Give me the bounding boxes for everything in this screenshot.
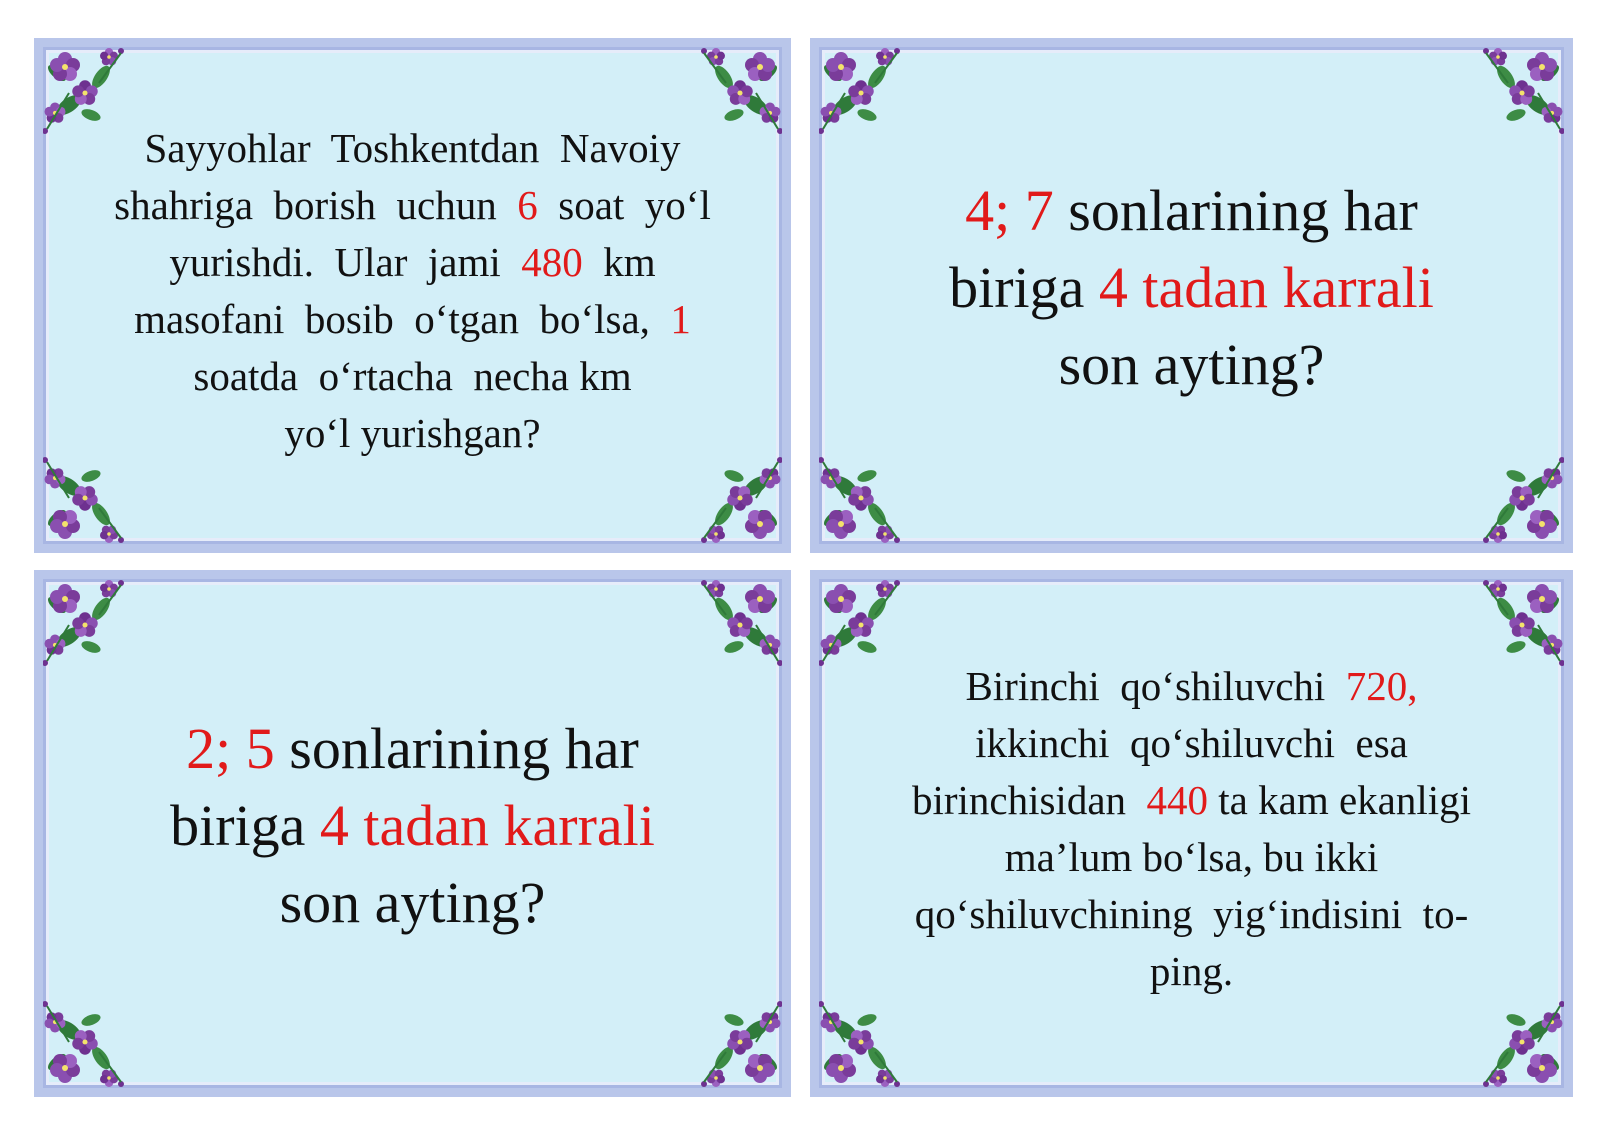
- violet-flower-corner-icon: [815, 448, 911, 548]
- text-line: [867, 943, 1517, 1000]
- text-segment: qo‘shiluvchining yig‘indisini to-: [914, 890, 1469, 937]
- text-line: [113, 787, 713, 864]
- highlighted-number: 480: [521, 238, 583, 285]
- violet-flower-corner-icon: [815, 992, 911, 1092]
- text-line: [113, 864, 713, 941]
- violet-flower-corner-icon: [1472, 992, 1568, 1092]
- highlighted-number: 720,: [1345, 662, 1418, 709]
- text-segment: km: [582, 238, 656, 285]
- highlighted-number: 2; 5: [186, 716, 275, 781]
- task-text: [867, 658, 1517, 1000]
- highlighted-number: 1: [670, 295, 691, 342]
- violet-flower-corner-icon: [39, 992, 135, 1092]
- violet-flower-corner-icon: [690, 575, 786, 675]
- highlighted-number: 440: [1146, 776, 1209, 823]
- text-segment: biriga: [170, 793, 320, 858]
- violet-flower-corner-icon: [815, 43, 911, 143]
- text-line: [867, 715, 1517, 772]
- text-line: [867, 886, 1517, 943]
- task-card-1: [34, 38, 791, 553]
- text-segment: soatda o‘rtacha necha km: [193, 352, 632, 399]
- text-line: [892, 249, 1492, 326]
- text-segment: ta kam ekanligi: [1208, 776, 1472, 823]
- task-card-3: [34, 570, 791, 1097]
- violet-flower-corner-icon: [39, 575, 135, 675]
- highlighted-number: 6: [517, 181, 538, 228]
- task-text: [892, 172, 1492, 403]
- text-segment: sonlarining har: [1053, 178, 1418, 243]
- text-line: [93, 348, 733, 405]
- text-segment: shahriga borish uchun: [114, 181, 518, 228]
- text-segment: son ayting?: [279, 870, 546, 935]
- text-line: [892, 172, 1492, 249]
- text-line: [93, 405, 733, 462]
- violet-flower-corner-icon: [1472, 43, 1568, 143]
- highlighted-number: 4; 7: [965, 178, 1054, 243]
- highlighted-number: 4 tadan karrali: [319, 793, 655, 858]
- text-line: [93, 120, 733, 177]
- violet-flower-corner-icon: [690, 992, 786, 1092]
- text-segment: Sayyohlar Toshkentdan Navoiy: [144, 124, 681, 171]
- text-segment: Birinchi qo‘shiluvchi: [965, 662, 1346, 709]
- text-segment: sonlarining har: [274, 716, 639, 781]
- task-card-4: [810, 570, 1573, 1097]
- text-segment: son ayting?: [1058, 332, 1325, 397]
- text-line: [93, 177, 733, 234]
- text-segment: birinchisidan: [911, 776, 1147, 823]
- violet-flower-corner-icon: [39, 448, 135, 548]
- task-text: [113, 710, 713, 941]
- text-segment: soat yo‘l: [537, 181, 711, 228]
- violet-flower-corner-icon: [690, 448, 786, 548]
- text-line: [892, 326, 1492, 403]
- text-line: [93, 291, 733, 348]
- violet-flower-corner-icon: [1472, 448, 1568, 548]
- task-text: [93, 120, 733, 462]
- text-line: [867, 772, 1517, 829]
- text-segment: ma’lum bo‘lsa, bu ikki: [1004, 833, 1379, 880]
- text-segment: yurishdi. Ular jami: [169, 238, 522, 285]
- text-segment: ping.: [1149, 947, 1234, 994]
- text-line: [867, 829, 1517, 886]
- text-segment: biriga: [949, 255, 1099, 320]
- text-segment: yo‘l yurishgan?: [284, 409, 541, 456]
- text-line: [867, 658, 1517, 715]
- text-line: [93, 234, 733, 291]
- text-segment: ikkinchi qo‘shiluvchi esa: [975, 719, 1408, 766]
- text-line: [113, 710, 713, 787]
- task-card-2: [810, 38, 1573, 553]
- highlighted-number: 4 tadan karrali: [1098, 255, 1434, 320]
- text-segment: masofani bosib o‘tgan bo‘lsa,: [134, 295, 671, 342]
